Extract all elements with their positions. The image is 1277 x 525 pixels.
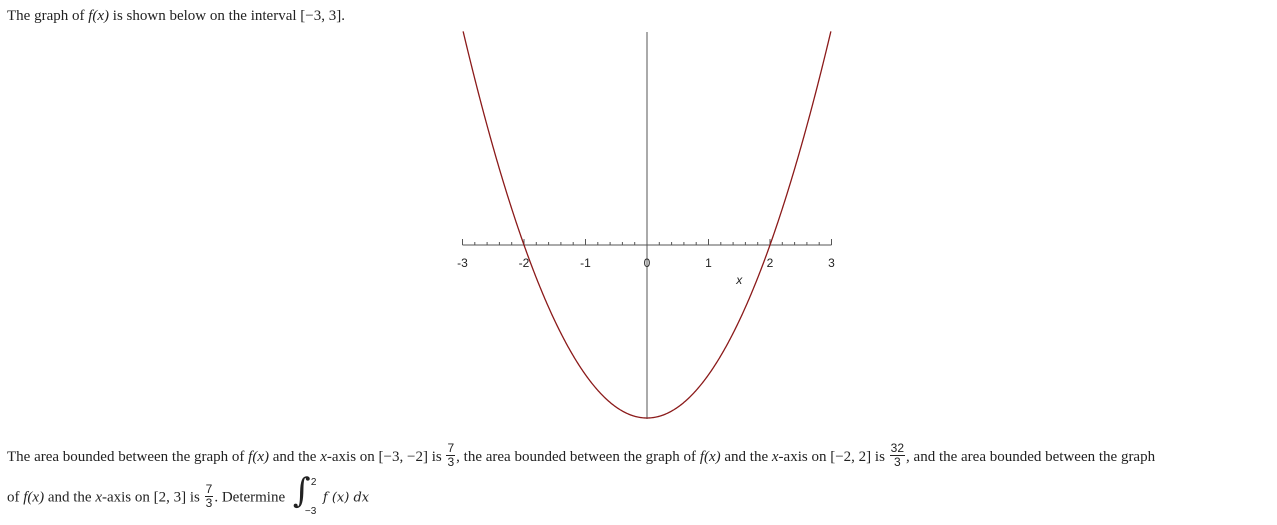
text-fragment: , the area bounded between the graph of (456, 448, 700, 465)
x-tick-label: 2 (766, 256, 774, 270)
x-tick-label: 1 (705, 256, 712, 270)
text-fragment: and the (720, 448, 772, 465)
x-tick-label: 3 (828, 256, 835, 270)
area-statement-line-2 (7, 471, 370, 517)
intro-text: The graph of (7, 8, 89, 24)
numerator: 7 (447, 441, 455, 455)
function-symbol: f(x) (88, 8, 110, 24)
denominator: 3 (447, 455, 455, 469)
upper-limit: 2 (310, 477, 317, 488)
fraction-seven-thirds (446, 442, 455, 469)
fraction-thirtytwo-thirds (890, 442, 905, 469)
text-fragment: The area bounded between the graph of (7, 448, 249, 465)
x-tick-label: -1 (580, 256, 591, 270)
x-tick-label: -2 (518, 256, 530, 270)
definite-integral (291, 471, 321, 517)
x-axis-label: x (736, 273, 743, 287)
x-variable: x (95, 489, 102, 506)
integrand: f (x) dx (322, 490, 370, 506)
x-tick-label: -3 (457, 256, 468, 270)
text-fragment: -axis on [−2, 2] is (778, 448, 889, 465)
x-variable: x (771, 448, 779, 465)
function-symbol: f(x) (699, 448, 721, 465)
text-fragment: and the (268, 448, 321, 465)
x-tick-label: 0 (643, 256, 651, 270)
lower-limit: −3 (304, 506, 317, 517)
numerator: 7 (205, 481, 213, 496)
numerator: 32 (890, 441, 905, 455)
integral-sign: ∫ (292, 471, 311, 511)
text-fragment: . Determine (214, 489, 289, 506)
denominator: 3 (205, 495, 213, 510)
text-fragment: -axis on [2, 3] is (101, 489, 204, 506)
x-variable: x (320, 448, 327, 465)
function-symbol: f(x) (23, 489, 45, 506)
intro-interval-text: is shown below on the interval [−3, 3]. (109, 8, 345, 24)
text-fragment: and the (44, 489, 96, 506)
function-symbol: f(x) (248, 448, 269, 465)
area-statement-line-1 (7, 441, 1156, 471)
text-fragment: of (7, 489, 24, 506)
text-fragment: -axis on [−3, −2] is (326, 448, 446, 465)
denominator: 3 (894, 455, 901, 469)
fraction-seven-thirds (205, 483, 214, 510)
text-fragment: , and the area bounded between the graph (906, 448, 1156, 465)
